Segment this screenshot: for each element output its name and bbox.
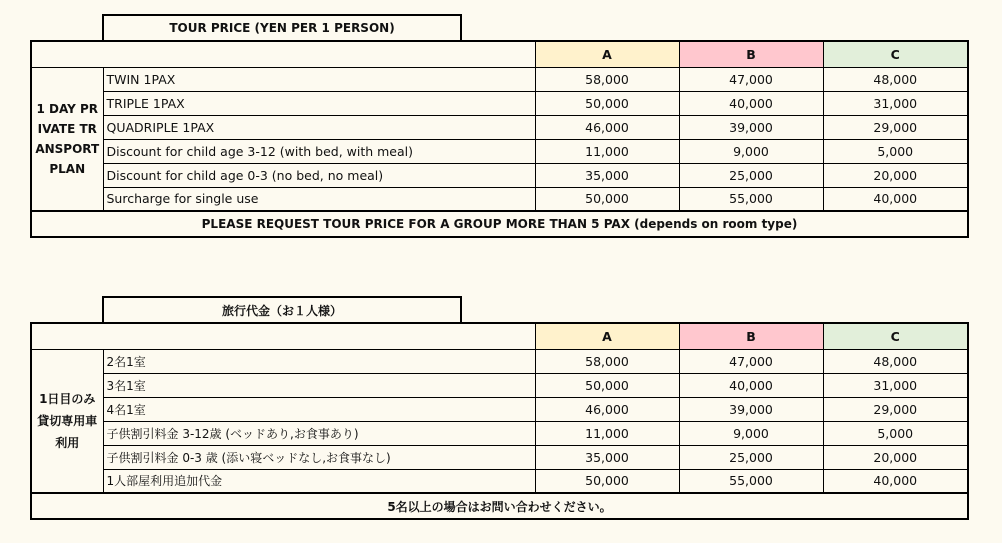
header-empty-cell xyxy=(31,41,535,67)
price-b: 39,000 xyxy=(679,115,823,139)
english-caption: TOUR PRICE (YEN PER 1 PERSON) xyxy=(102,14,462,40)
price-b: 47,000 xyxy=(679,349,823,373)
row-label: 子供割引料金 3-12歳 (ベッドあり,お食事あり) xyxy=(103,421,535,445)
row-label: 3名1室 xyxy=(103,373,535,397)
japanese-price-table xyxy=(30,322,969,520)
price-a: 50,000 xyxy=(535,91,679,115)
price-c: 48,000 xyxy=(823,349,968,373)
table-row xyxy=(31,445,968,469)
price-b: 25,000 xyxy=(679,445,823,469)
table-row xyxy=(31,139,968,163)
price-c: 29,000 xyxy=(823,115,968,139)
price-b: 39,000 xyxy=(679,397,823,421)
header-b: B xyxy=(679,323,823,349)
row-label: 2名1室 xyxy=(103,349,535,373)
price-c: 5,000 xyxy=(823,139,968,163)
table-row xyxy=(31,115,968,139)
table-row xyxy=(31,349,968,373)
header-a: A xyxy=(535,41,679,67)
price-a: 50,000 xyxy=(535,469,679,493)
price-c: 31,000 xyxy=(823,91,968,115)
header-a: A xyxy=(535,323,679,349)
price-a: 11,000 xyxy=(535,421,679,445)
price-c: 20,000 xyxy=(823,163,968,187)
price-a: 58,000 xyxy=(535,67,679,91)
table-row xyxy=(31,163,968,187)
japanese-header-row xyxy=(31,323,968,349)
price-c: 48,000 xyxy=(823,67,968,91)
row-label: TWIN 1PAX xyxy=(103,67,535,91)
price-b: 40,000 xyxy=(679,91,823,115)
row-label: Discount for child age 3-12 (with bed, with meal) xyxy=(103,139,535,163)
header-c: C xyxy=(823,323,968,349)
table-row xyxy=(31,373,968,397)
row-label: Surcharge for single use xyxy=(103,187,535,211)
price-a: 58,000 xyxy=(535,349,679,373)
price-c: 5,000 xyxy=(823,421,968,445)
plan-label: 1 DAY PRIVATE TRANSPORT PLAN xyxy=(31,67,103,211)
header-empty-cell xyxy=(31,323,535,349)
price-c: 29,000 xyxy=(823,397,968,421)
price-a: 46,000 xyxy=(535,397,679,421)
header-c: C xyxy=(823,41,968,67)
table-row xyxy=(31,469,968,493)
price-c: 40,000 xyxy=(823,469,968,493)
row-label: Discount for child age 0-3 (no bed, no meal) xyxy=(103,163,535,187)
price-b: 9,000 xyxy=(679,421,823,445)
japanese-footer-note: 5名以上の場合はお問い合わせください。 xyxy=(31,493,968,519)
english-footer-row xyxy=(31,211,968,237)
plan-label: 1日目のみ貸切専用車利用 xyxy=(31,349,103,493)
table-row xyxy=(31,67,968,91)
price-a: 11,000 xyxy=(535,139,679,163)
price-b: 25,000 xyxy=(679,163,823,187)
price-b: 9,000 xyxy=(679,139,823,163)
table-row xyxy=(31,91,968,115)
price-a: 35,000 xyxy=(535,445,679,469)
price-c: 20,000 xyxy=(823,445,968,469)
price-b: 55,000 xyxy=(679,187,823,211)
table-row xyxy=(31,187,968,211)
price-c: 40,000 xyxy=(823,187,968,211)
price-a: 46,000 xyxy=(535,115,679,139)
row-label: QUADRIPLE 1PAX xyxy=(103,115,535,139)
japanese-caption: 旅行代金（お１人様） xyxy=(102,296,462,322)
header-b: B xyxy=(679,41,823,67)
row-label: 4名1室 xyxy=(103,397,535,421)
row-label: 子供割引料金 0-3 歳 (添い寝ベッドなし,お食事なし) xyxy=(103,445,535,469)
english-header-row xyxy=(31,41,968,67)
price-b: 40,000 xyxy=(679,373,823,397)
price-c: 31,000 xyxy=(823,373,968,397)
row-label: TRIPLE 1PAX xyxy=(103,91,535,115)
price-b: 47,000 xyxy=(679,67,823,91)
price-a: 35,000 xyxy=(535,163,679,187)
price-b: 55,000 xyxy=(679,469,823,493)
english-footer-note: PLEASE REQUEST TOUR PRICE FOR A GROUP MORE THAN 5 PAX (depends on room type) xyxy=(31,211,968,237)
japanese-footer-row xyxy=(31,493,968,519)
table-row xyxy=(31,397,968,421)
price-a: 50,000 xyxy=(535,187,679,211)
english-price-table xyxy=(30,40,969,238)
row-label: 1人部屋利用追加代金 xyxy=(103,469,535,493)
table-row xyxy=(31,421,968,445)
price-a: 50,000 xyxy=(535,373,679,397)
